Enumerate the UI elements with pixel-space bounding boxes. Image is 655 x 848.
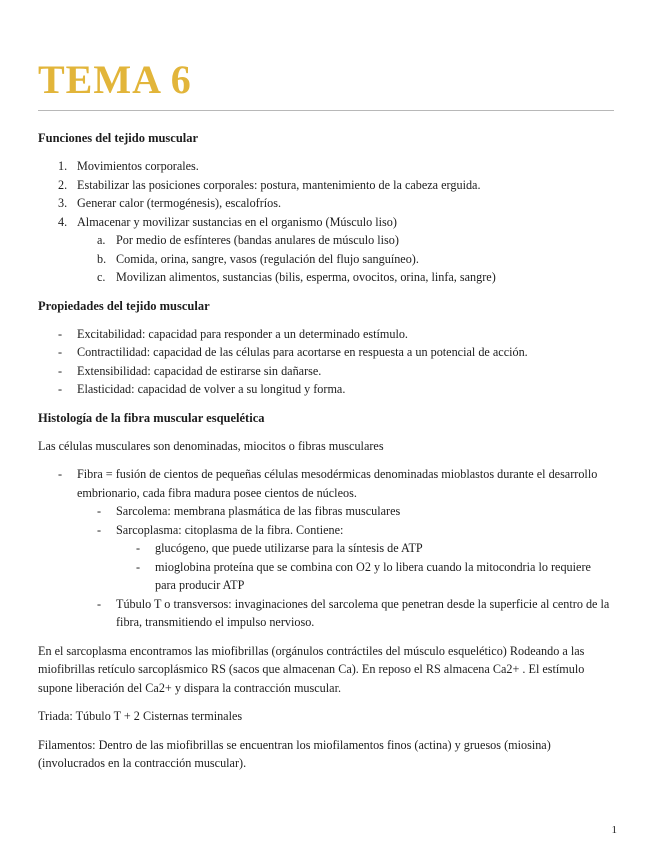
list-item: - glucógeno, que puede utilizarse para la síntesis de ATP (136, 541, 423, 555)
list-item: - Excitabilidad: capacidad para responder a un determinado estímulo. (58, 326, 408, 341)
fibra-sub-list (77, 502, 614, 632)
list-item: c. Movilizan alimentos, sustancias (bilis, esperma, ovocitos, orina, linfa, sangre) (97, 270, 496, 284)
histologia-intro: Las células musculares son denominadas, miocitos o fibras musculares (38, 438, 384, 453)
list-item: 3. Generar calor (termogénesis), escalofríos. (58, 196, 282, 210)
list-item: - Extensibilidad: capacidad de estirarse sin dañarse. (58, 363, 322, 378)
list-item: 1. Movimientos corporales. (58, 159, 199, 173)
title-divider (38, 110, 614, 111)
list-item: - Contractilidad: capacidad de las células para acortarse en respuesta a un potencial de acción. (58, 345, 528, 359)
sarcoplasma-sub-list (116, 539, 614, 595)
sub-list (77, 231, 614, 287)
filamentos-paragraph: Filamentos: Dentro de las miofibrillas se encuentran los miofilamentos finos (actina) y gruesos (miosina) (involucrados en la contracción muscular). (38, 737, 551, 770)
triada-paragraph: Triada: Túbulo T + 2 Cisternas terminales (38, 709, 243, 723)
list-item: - Elasticidad: capacidad de volver a su longitud y forma. (58, 382, 346, 396)
list-item: - Túbulo T o transversos: invaginaciones del sarcolema que penetran desde la superficie al centro de la fibra, transmitiendo el impulso nervioso. (97, 596, 610, 629)
section-heading-histologia: Histología de la fibra muscular esquelética (38, 410, 265, 425)
sarcoplasma-paragraph: En el sarcoplasma encontramos las miofibrillas (orgánulos contráctiles del músculo esquelético) Rodeando a las miofibrillas retículo sarcoplásmico RS (sacos que almacenan Ca). En reposo el RS almacena Ca2+ . El estímulo supone liberación del Ca2+ y dispara la contracción muscular. (38, 643, 585, 695)
list-item: - Fibra = fusión de cientos de pequeñas células mesodérmicas denominadas mioblastos durante el desarrollo embrionario, cada fibra madura posee cientos de núcleos. - Sarcolema: membrana plasmática de las fibras musculares - Sarcoplasma: citoplasma de la fibra. Contiene: - glucógeno, que puede utilizarse para la síntesis de ATP - mioglobina proteína que se combina con O2 y lo libera cuando la mitocondria lo requiere para producir ATP - Túbulo T o transversos: invaginaciones del sarcolema que penetran desde la superficie al centro de la fibra, transmitiendo el impulso nervioso. (38, 465, 614, 632)
propiedades-list (38, 325, 614, 399)
document-body (38, 129, 614, 783)
list-item: b. Comida, orina, sangre, vasos (regulación del flujo sanguíneo). (97, 251, 419, 266)
list-item: a. Por medio de esfínteres (bandas anulares de músculo liso) (97, 233, 399, 247)
list-item: - Sarcoplasma: citoplasma de la fibra. Contiene: - glucógeno, que puede utilizarse para la síntesis de ATP - mioglobina proteína que se combina con O2 y lo libera cuando la mitocondria lo requiere para producir ATP (77, 521, 614, 595)
list-item: - Sarcolema: membrana plasmática de las fibras musculares (97, 504, 401, 518)
page-number: 1 (611, 824, 617, 836)
list-item: 2. Estabilizar las posiciones corporales: postura, mantenimiento de la cabeza erguida. (58, 177, 481, 192)
funciones-list (38, 157, 614, 287)
section-heading-funciones: Funciones del tejido muscular (38, 131, 199, 145)
document-title: TEMA 6 (38, 57, 192, 102)
histologia-list (38, 465, 614, 632)
list-item: - mioglobina proteína que se combina con O2 y lo libera cuando la mitocondria lo requiere para producir ATP (136, 559, 591, 592)
section-heading-propiedades: Propiedades del tejido muscular (38, 298, 210, 313)
list-item: 4. Almacenar y movilizar sustancias en el organismo (Músculo liso) a. Por medio de esfínteres (bandas anulares de músculo liso) b. Comida, orina, sangre, vasos (regulación del flujo sanguíneo). c. Movilizan alimentos, sustancias (bilis, esperma, ovocitos, orina, linfa, sangre) (38, 213, 614, 287)
